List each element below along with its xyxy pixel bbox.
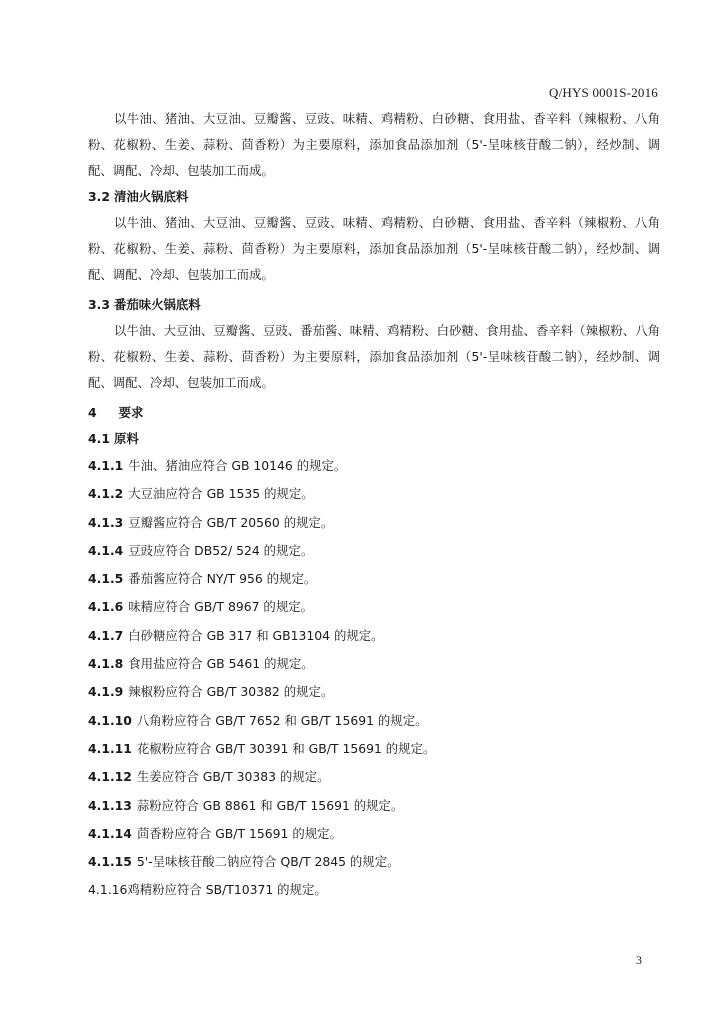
list-item — [88, 537, 660, 565]
item-number: 4.1.3 — [88, 514, 124, 530]
paragraph-3-2: 以牛油、猪油、大豆油、豆瓣酱、豆豉、味精、鸡精粉、白砂糖、食用盐、香辛料（辣椒粉、八角粉、花椒粉、生姜、蒜粉、茴香粉）为主要原料，添加食品添加剂（5'-呈味核苷酸二钠），经炒制、调配、调配、冷却、包装加工而成。 — [88, 215, 660, 282]
list-item — [88, 820, 660, 848]
section-number: 3.2 — [88, 189, 110, 204]
item-number: 4.1.2 — [88, 486, 124, 502]
item-number: 4.1.10 — [88, 712, 132, 728]
item-text: 食用盐应符合 GB 5461 的规定。 — [128, 656, 314, 672]
item-text: 豆瓣酱应符合 GB/T 20560 的规定。 — [128, 514, 334, 530]
item-text: 生姜应符合 GB/T 30383 的规定。 — [136, 769, 330, 785]
list-item — [88, 650, 660, 678]
item-number: 4.1.15 — [88, 854, 132, 870]
section-number: 3.3 — [88, 297, 110, 312]
requirements-list — [88, 452, 660, 905]
item-text: 辣椒粉应符合 GB/T 30382 的规定。 — [128, 684, 334, 700]
list-item — [88, 565, 660, 593]
section-heading-4-1 — [88, 426, 660, 452]
item-number: 4.1.4 — [88, 542, 124, 558]
item-text: 蒜粉应符合 GB 8861 和 GB/T 15691 的规定。 — [136, 797, 404, 813]
item-text: 茴香粉应符合 GB/T 15691 的规定。 — [136, 825, 342, 841]
item-number: 4.1.11 — [88, 740, 132, 756]
section-number: 4.1 — [88, 431, 110, 446]
item-text: 番茄酱应符合 NY/T 956 的规定。 — [128, 571, 317, 587]
page-number: 3 — [636, 953, 642, 967]
paragraph-3-1: 以牛油、猪油、大豆油、豆瓣酱、豆豉、味精、鸡精粉、白砂糖、食用盐、香辛料（辣椒粉、八角粉、花椒粉、生姜、蒜粉、茴香粉）为主要原料，添加食品添加剂（5'-呈味核苷酸二钠），经炒制、调配、调配、冷却、包装加工而成。 — [88, 111, 660, 178]
list-item — [88, 678, 660, 706]
section-heading-4 — [88, 400, 660, 426]
list-item — [88, 480, 660, 508]
section-heading-3-2 — [88, 184, 660, 210]
list-item — [88, 763, 660, 791]
item-text: 牛油、猪油应符合 GB 10146 的规定。 — [128, 458, 347, 473]
list-item — [88, 509, 660, 537]
item-number: 4.1.16 — [88, 882, 128, 898]
section-number: 4 — [88, 405, 97, 420]
list-item — [88, 707, 660, 735]
item-text: 豆豉应符合 DB52/ 524 的规定。 — [128, 542, 314, 558]
item-text: 白砂糖应符合 GB 317 和 GB13104 的规定。 — [128, 627, 384, 643]
item-number: 4.1.14 — [88, 825, 132, 841]
list-item — [88, 848, 660, 876]
item-number: 4.1.7 — [88, 627, 124, 643]
item-text: 味精应符合 GB/T 8967 的规定。 — [128, 599, 313, 615]
item-text: 鸡精粉应符合 SB/T10371 的规定。 — [127, 882, 327, 898]
list-item — [88, 593, 660, 621]
item-number: 4.1.5 — [88, 571, 124, 587]
section-title: 清油火锅底料 — [113, 189, 189, 204]
section-title: 要求 — [118, 405, 144, 420]
item-number: 4.1.9 — [88, 684, 124, 700]
item-number: 4.1.12 — [88, 769, 132, 785]
item-text: 花椒粉应符合 GB/T 30391 和 GB/T 15691 的规定。 — [136, 740, 436, 756]
item-text: 八角粉应符合 GB/T 7652 和 GB/T 15691 的规定。 — [136, 712, 428, 728]
item-number: 4.1.1 — [88, 458, 124, 473]
document-body — [88, 106, 660, 905]
item-text: 大豆油应符合 GB 1535 的规定。 — [128, 486, 314, 502]
item-text: 5'-呈味核苷酸二钠应符合 QB/T 2845 的规定。 — [136, 854, 400, 870]
item-number: 4.1.8 — [88, 656, 124, 672]
item-number: 4.1.6 — [88, 599, 124, 615]
list-item — [88, 452, 660, 480]
paragraph-3-3: 以牛油、大豆油、豆瓣酱、豆豉、番茄酱、味精、鸡精粉、白砂糖、食用盐、香辛料（辣椒粉、八角粉、花椒粉、生姜、蒜粉、茴香粉）为主要原料，添加食品添加剂（5'-呈味核苷酸二钠），经炒制、调配、调配、冷却、包装加工而成。 — [88, 323, 660, 390]
list-item — [88, 735, 660, 763]
item-number: 4.1.13 — [88, 797, 132, 813]
list-item — [88, 792, 660, 820]
section-title: 番茄味火锅底料 — [113, 297, 201, 312]
section-title: 原料 — [113, 431, 139, 446]
document-id: Q/HYS 0001S-2016 — [548, 85, 658, 100]
list-item — [88, 622, 660, 650]
list-item — [88, 876, 660, 904]
section-heading-3-3 — [88, 292, 660, 318]
